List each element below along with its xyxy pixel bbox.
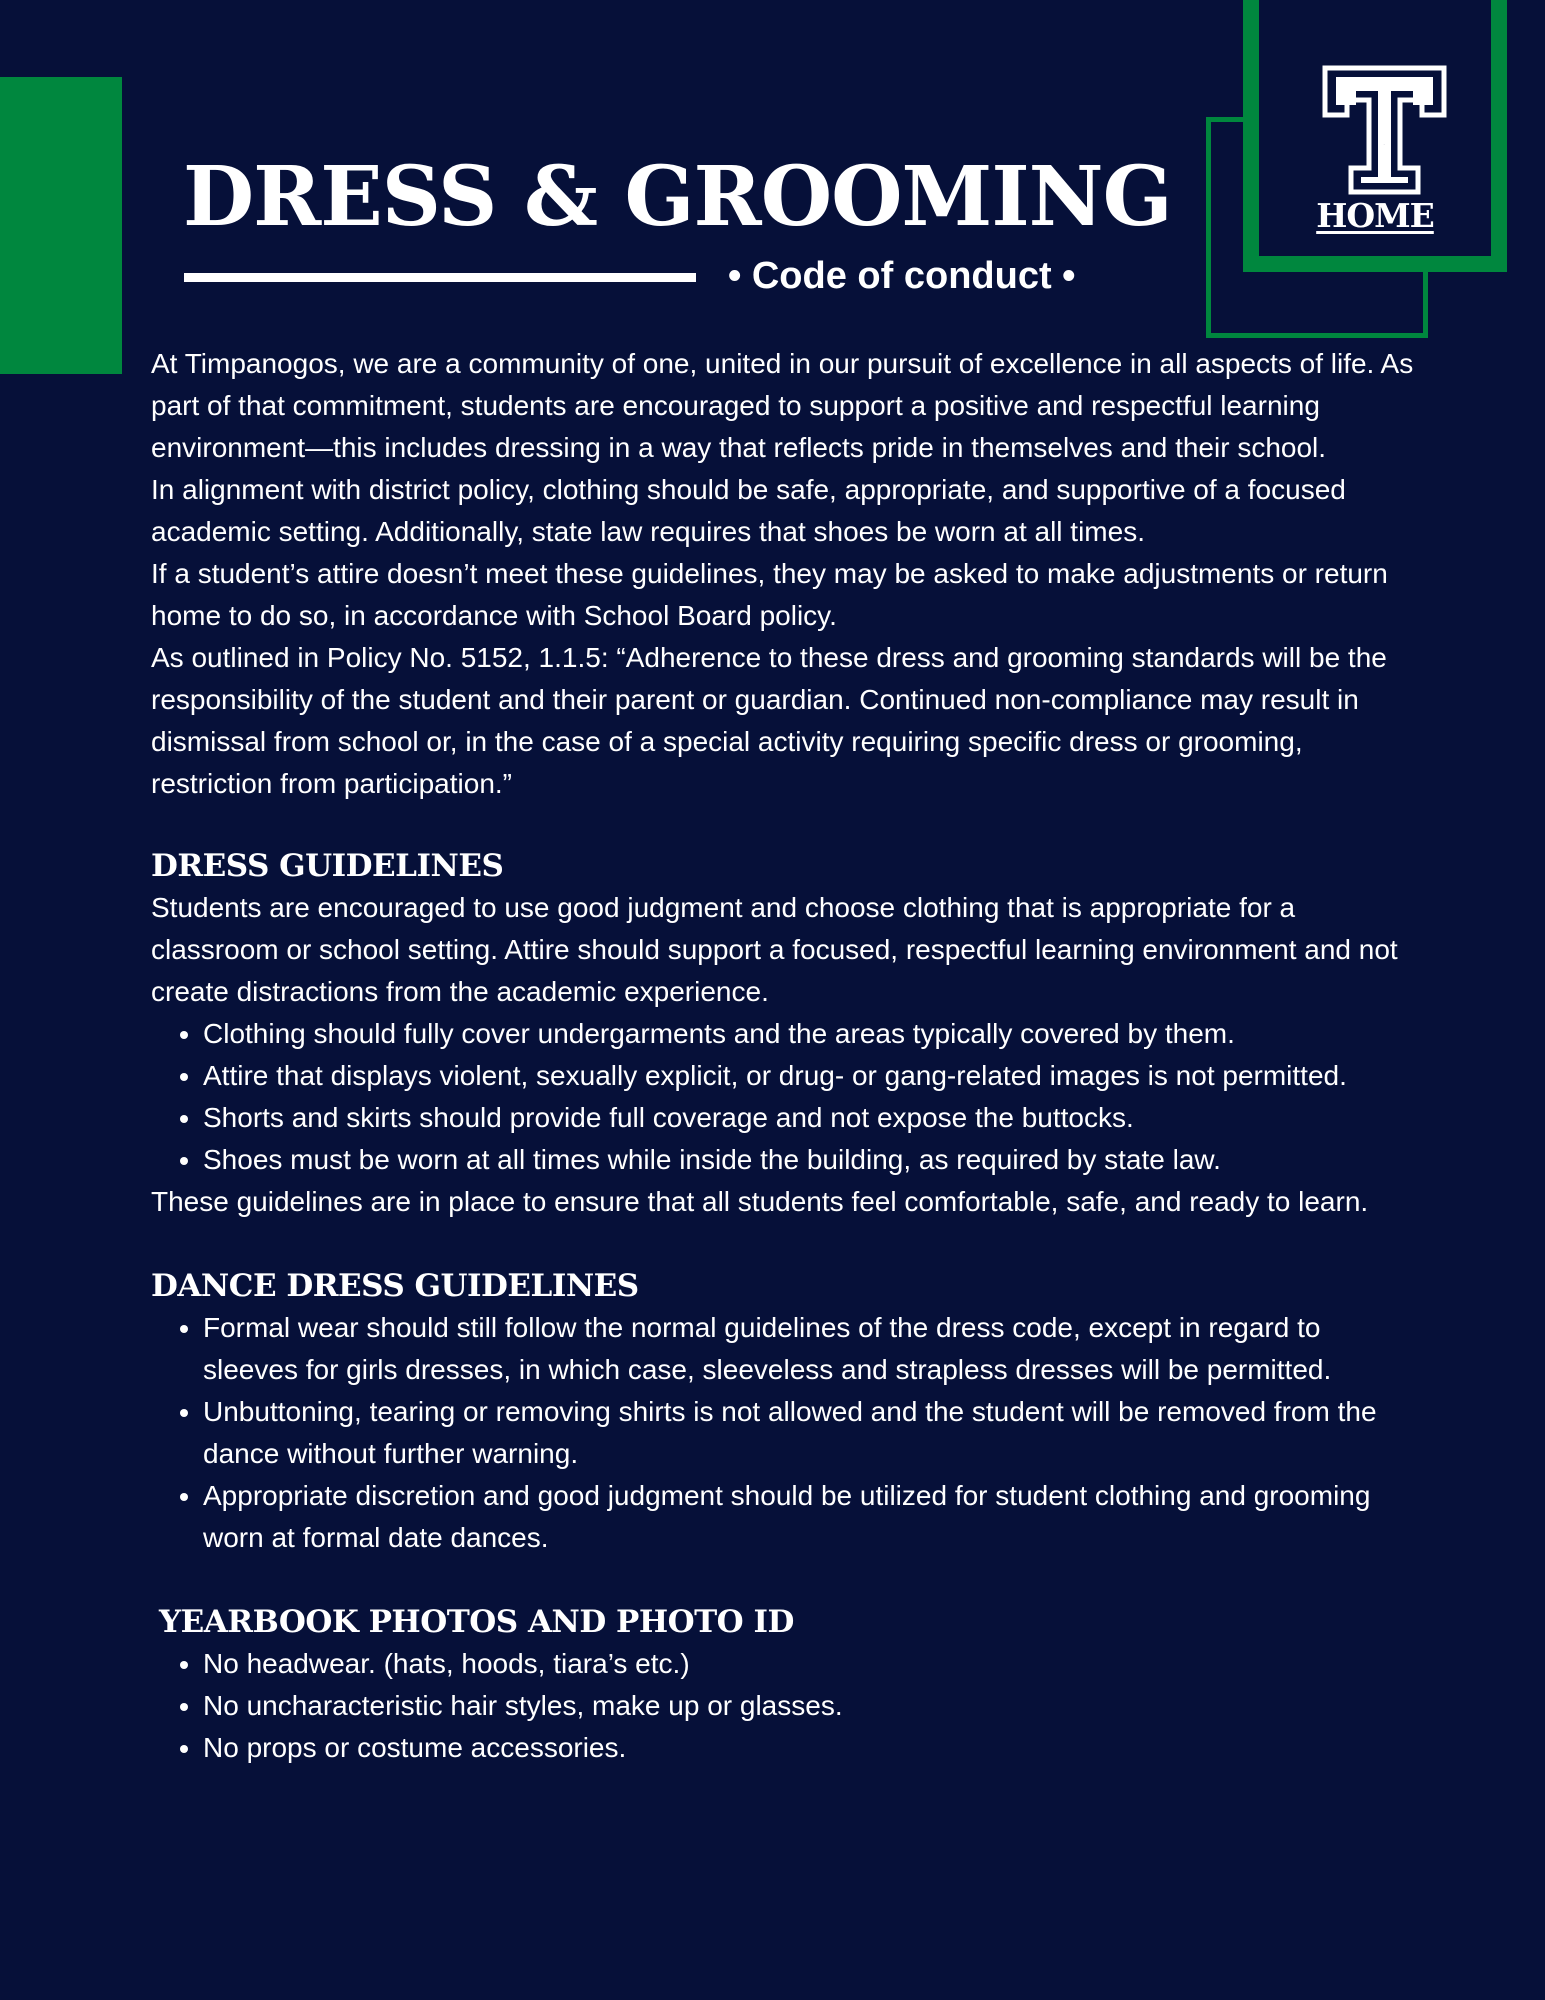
dress-guidelines-section <box>151 845 1421 1223</box>
page-subtitle: • Code of conduct • <box>728 255 1076 297</box>
list-item: • No uncharacteristic hair styles, make up or glasses. <box>203 1685 1421 1727</box>
list-item: • Shoes must be worn at all times while inside the building, as required by state law. <box>203 1139 1421 1181</box>
list-item: • Unbuttoning, tearing or removing shirts is not allowed and the student will be removed from the dance without further warning. <box>203 1391 1421 1475</box>
yearbook-list <box>151 1643 1421 1769</box>
decorative-green-bar <box>0 77 122 374</box>
school-t-logo-icon <box>1322 65 1447 195</box>
list-item: • Formal wear should still follow the normal guidelines of the dress code, except in regard to sleeves for girls dresses, in which case, sleeveless and strapless dresses will be permitted. <box>203 1307 1421 1391</box>
intro-paragraph-3: If a student’s attire doesn’t meet these guidelines, they may be asked to make adjustments or return home to do so, in accordance with School Board policy. <box>151 558 1388 631</box>
yearbook-heading: YEARBOOK PHOTOS AND PHOTO ID <box>159 1604 794 1640</box>
list-item: • No headwear. (hats, hoods, tiara’s etc.) <box>203 1643 1421 1685</box>
svg-text:T: T <box>1383 145 1385 146</box>
home-button[interactable] <box>1243 0 1507 272</box>
dance-guidelines-section <box>151 1265 1421 1559</box>
home-label: HOME <box>1316 196 1434 235</box>
intro-paragraph-1: At Timpanogos, we are a community of one, united in our pursuit of excellence in all aspects of life. As part of that commitment, students are encouraged to support a positive and respectful learning environment—this includes dressing in a way that reflects pride in themselves and their school. <box>151 348 1414 463</box>
intro-paragraph-4: As outlined in Policy No. 5152, 1.1.5: “Adherence to these dress and grooming standards will be the responsibility of the student and their parent or guardian. Continued non-compliance may result in dismissal from school or, in the case of a special activity requiring specific dress or grooming, restriction from participation.” <box>151 642 1387 799</box>
title-underline <box>184 273 696 282</box>
dance-guidelines-heading: DANCE DRESS GUIDELINES <box>151 1268 639 1304</box>
dance-guidelines-list <box>151 1307 1421 1559</box>
page-title: DRESS & GROOMING <box>183 149 1172 245</box>
list-item: • Shorts and skirts should provide full coverage and not expose the buttocks. <box>203 1097 1421 1139</box>
yearbook-section <box>151 1601 1421 1643</box>
document-body <box>151 343 1421 1769</box>
intro-paragraph-2: In alignment with district policy, clothing should be safe, appropriate, and supportive of a focused academic setting. Additionally, state law requires that shoes be worn at all times. <box>151 474 1346 547</box>
intro-section <box>151 343 1421 805</box>
dress-guidelines-list <box>151 1013 1421 1181</box>
list-item: • No props or costume accessories. <box>203 1727 1421 1769</box>
list-item: • Attire that displays violent, sexually explicit, or drug- or gang-related images is not permitted. <box>203 1055 1421 1097</box>
dress-guidelines-heading: DRESS GUIDELINES <box>151 848 504 884</box>
list-item: • Clothing should fully cover undergarments and the areas typically covered by them. <box>203 1013 1421 1055</box>
dress-guidelines-intro: Students are encouraged to use good judgment and choose clothing that is appropriate for a classroom or school setting. Attire should support a focused, respectful learning environment and not create distractions from the academic experience. <box>151 892 1398 1007</box>
dress-guidelines-closing: These guidelines are in place to ensure that all students feel comfortable, safe, and ready to learn. <box>151 1186 1369 1217</box>
list-item: • Appropriate discretion and good judgment should be utilized for student clothing and grooming worn at formal date dances. <box>203 1475 1421 1559</box>
